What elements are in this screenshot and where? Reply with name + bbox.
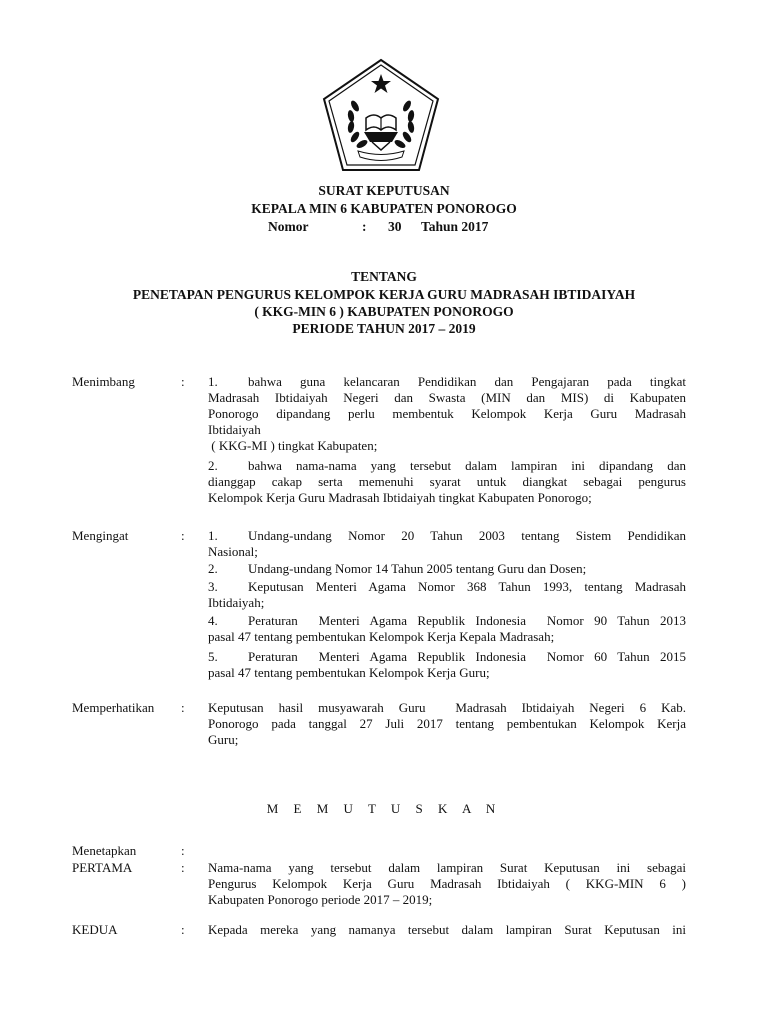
mengingat-item xyxy=(208,528,686,560)
nomor-label: Nomor xyxy=(268,219,309,234)
tentang-heading: TENTANG xyxy=(351,269,417,284)
item-line: dianggap cakap serta memenuhi syarat untuk diangkat sebagai pengurus xyxy=(208,474,686,489)
kedua-label: KEDUA xyxy=(72,922,118,937)
issuer-line: KEPALA MIN 6 KABUPATEN PONOROGO xyxy=(251,201,517,216)
item-line: Ibtidaiyah xyxy=(208,422,261,437)
text-line: Keputusan hasil musyawarah Guru Madrasah Ibtidaiyah Negeri 6 Kab. xyxy=(208,700,686,715)
item-line: Kelompok Kerja Guru Madrasah Ibtidaiyah tingkat Kabupaten Ponorogo; xyxy=(208,490,592,505)
menimbang-item xyxy=(208,458,686,506)
item-number: 2. xyxy=(208,458,218,473)
nomor-colon: : xyxy=(362,219,367,234)
text-line: Pengurus Kelompok Kerja Guru Madrasah Ibtidaiyah ( KKG-MIN 6 ) xyxy=(208,876,686,891)
pertama-label: PERTAMA xyxy=(72,860,133,875)
pertama-text xyxy=(208,860,686,908)
memperhatikan-label: Memperhatikan xyxy=(72,700,155,715)
kedua-text xyxy=(208,922,686,938)
item-number: 1. xyxy=(208,528,218,543)
item-number: 4. xyxy=(208,613,218,628)
menimbang-colon: : xyxy=(181,374,185,389)
menimbang-label: Menimbang xyxy=(72,374,135,389)
mengingat-item xyxy=(208,579,686,611)
text-line: Guru; xyxy=(208,732,239,747)
kedua-colon: : xyxy=(181,922,185,937)
nomor-year: Tahun 2017 xyxy=(421,219,489,234)
menetapkan-label: Menetapkan xyxy=(72,843,137,858)
item-number: 1. xyxy=(208,374,218,389)
item-line: Peraturan Menteri Agama Republik Indonesia Nomor 90 Tahun 2013 xyxy=(248,613,686,628)
item-line: Ibtidaiyah; xyxy=(208,595,265,610)
item-line: Madrasah Ibtidaiyah Negeri dan Swasta (MIN dan MIS) di Kabupaten xyxy=(208,390,686,405)
item-line: pasal 47 tentang pembentukan Kelompok Kerja Guru; xyxy=(208,665,490,680)
document-title: SURAT KEPUTUSAN xyxy=(318,183,450,198)
nomor-row xyxy=(0,219,768,235)
item-line: ( KKG-MI ) tingkat Kabupaten; xyxy=(208,438,378,453)
item-line: Peraturan Menteri Agama Republik Indonesia Nomor 60 Tahun 2015 xyxy=(248,649,686,664)
item-line: Undang-undang Nomor 20 Tahun 2003 tentang Sistem Pendidikan xyxy=(248,528,686,543)
item-line: Undang-undang Nomor 14 Tahun 2005 tentang Guru dan Dosen; xyxy=(248,561,587,576)
kemenag-emblem-icon xyxy=(322,58,440,172)
item-line: pasal 47 tentang pembentukan Kelompok Kerja Kepala Madrasah; xyxy=(208,629,555,644)
subject-line-2: ( KKG-MIN 6 ) KABUPATEN PONOROGO xyxy=(254,304,514,319)
nomor-value: 30 xyxy=(388,219,402,234)
memutuskan-heading: M E M U T U S K A N xyxy=(266,801,502,816)
text-line: Kabupaten Ponorogo periode 2017 – 2019; xyxy=(208,892,433,907)
item-line: bahwa nama-nama yang tersebut dalam lampiran ini dipandang dan xyxy=(248,458,686,473)
mengingat-item xyxy=(208,561,686,577)
item-line: bahwa guna kelancaran Pendidikan dan Pengajaran pada tingkat xyxy=(248,374,686,389)
item-number: 2. xyxy=(208,561,218,576)
mengingat-item xyxy=(208,649,686,681)
item-line: Keputusan Menteri Agama Nomor 368 Tahun 1993, tentang Madrasah xyxy=(248,579,686,594)
text-line: Kepada mereka yang namanya tersebut dalam lampiran Surat Keputusan ini xyxy=(208,922,686,937)
text-line: Ponorogo pada tanggal 27 Juli 2017 tentang pembentukan Kelompok Kerja xyxy=(208,716,686,731)
menimbang-item xyxy=(208,374,686,454)
memperhatikan-text xyxy=(208,700,686,748)
mengingat-label: Mengingat xyxy=(72,528,129,543)
mengingat-item xyxy=(208,613,686,645)
subject-line-3: PERIODE TAHUN 2017 – 2019 xyxy=(292,321,476,336)
pertama-colon: : xyxy=(181,860,185,875)
mengingat-colon: : xyxy=(181,528,185,543)
item-line: Ponorogo dipandang perlu membentuk Kelompok Kerja Guru Madrasah xyxy=(208,406,686,421)
item-line: Nasional; xyxy=(208,544,258,559)
menetapkan-colon: : xyxy=(181,843,185,858)
memperhatikan-colon: : xyxy=(181,700,185,715)
item-number: 3. xyxy=(208,579,218,594)
subject-line-1: PENETAPAN PENGURUS KELOMPOK KERJA GURU MADRASAH IBTIDAIYAH xyxy=(132,287,636,302)
item-number: 5. xyxy=(208,649,218,664)
text-line: Nama-nama yang tersebut dalam lampiran Surat Keputusan ini sebagai xyxy=(208,860,686,875)
